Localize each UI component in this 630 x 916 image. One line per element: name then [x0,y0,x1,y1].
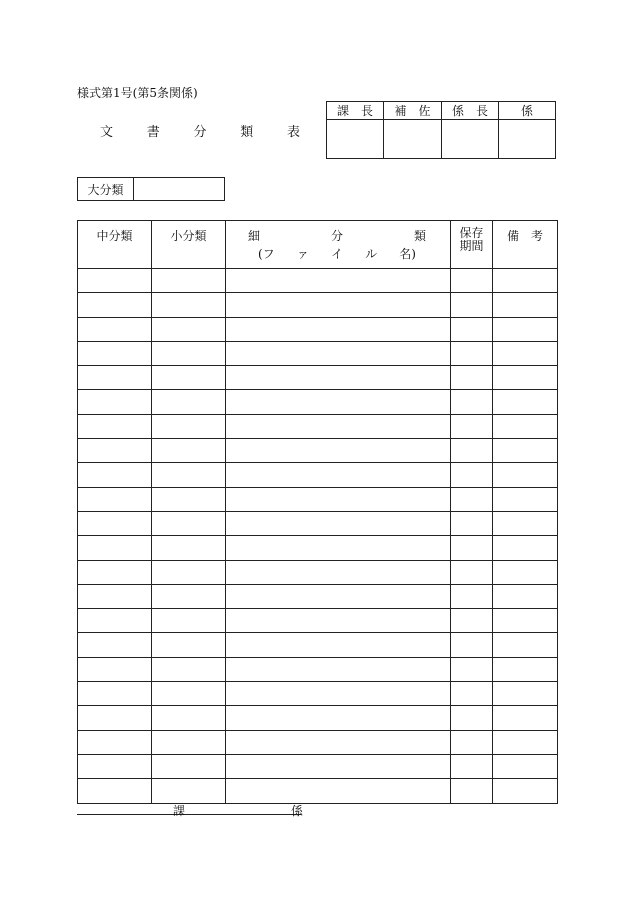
remarks-cell[interactable] [493,366,558,390]
classification-table [77,220,558,804]
remarks-cell[interactable] [493,633,558,657]
detail-category-cell[interactable] [226,414,451,438]
detail-category-cell[interactable] [226,511,451,535]
minor-category-cell[interactable] [152,633,226,657]
detail-category-cell[interactable] [226,609,451,633]
middle-category-cell[interactable] [78,682,152,706]
retention-period-cell[interactable] [451,779,493,803]
table-row [78,317,558,341]
minor-category-cell[interactable] [152,439,226,463]
detail-category-cell[interactable] [226,682,451,706]
table-row [78,463,558,487]
remarks-cell[interactable] [493,560,558,584]
table-row [78,269,558,293]
retention-period-cell[interactable] [451,657,493,681]
detail-category-cell[interactable] [226,657,451,681]
retention-period-cell[interactable] [451,706,493,730]
remarks-cell[interactable] [493,730,558,754]
title-char: 分 [193,125,207,140]
retention-period-cell[interactable] [451,754,493,778]
detail-category-cell[interactable] [226,269,451,293]
retention-period-cell[interactable] [451,317,493,341]
remarks-cell[interactable] [493,706,558,730]
retention-period-cell[interactable] [451,511,493,535]
middle-category-cell[interactable] [78,439,152,463]
header-file-name-char: ァ [296,247,309,261]
header-file-name-char: ル [365,247,378,261]
retention-period-cell[interactable] [451,730,493,754]
retention-period-cell[interactable] [451,414,493,438]
header-detail-char: 分 [330,229,343,243]
detail-category-cell[interactable] [226,536,451,560]
remarks-cell[interactable] [493,779,558,803]
minor-category-cell[interactable] [152,293,226,317]
remarks-cell[interactable] [493,293,558,317]
table-row [78,779,558,803]
retention-period-cell[interactable] [451,293,493,317]
approval-header-staff: 係 [499,102,556,120]
detail-category-cell[interactable] [226,341,451,365]
remarks-cell[interactable] [493,487,558,511]
minor-category-cell[interactable] [152,754,226,778]
approval-stamp-box [326,101,556,159]
retention-period-cell[interactable] [451,366,493,390]
header-retention-line1: 保存 [459,226,484,240]
minor-category-cell[interactable] [152,779,226,803]
middle-category-cell[interactable] [78,317,152,341]
approval-stamp-cell[interactable] [327,120,384,159]
minor-category-cell[interactable] [152,317,226,341]
remarks-cell[interactable] [493,414,558,438]
retention-period-cell[interactable] [451,584,493,608]
remarks-cell[interactable] [493,609,558,633]
header-minor-category: 小分類 [152,221,226,269]
remarks-cell[interactable] [493,439,558,463]
table-row [78,511,558,535]
middle-category-cell[interactable] [78,560,152,584]
header-file-name-char: 名) [399,247,416,261]
middle-category-cell[interactable] [78,341,152,365]
remarks-cell[interactable] [493,390,558,414]
table-row [78,390,558,414]
table-row [78,341,558,365]
retention-period-cell[interactable] [451,560,493,584]
minor-category-cell[interactable] [152,730,226,754]
middle-category-cell[interactable] [78,269,152,293]
detail-category-cell[interactable] [226,754,451,778]
middle-category-cell[interactable] [78,293,152,317]
middle-category-cell[interactable] [78,754,152,778]
minor-category-cell[interactable] [152,706,226,730]
header-remarks: 備 考 [493,221,558,269]
retention-period-cell[interactable] [451,633,493,657]
minor-category-cell[interactable] [152,269,226,293]
footer-section-line [77,802,304,818]
minor-category-cell[interactable] [152,657,226,681]
middle-category-cell[interactable] [78,366,152,390]
table-row [78,487,558,511]
minor-category-cell[interactable] [152,366,226,390]
middle-category-cell[interactable] [78,463,152,487]
approval-header-assistant: 補 佐 [384,102,442,120]
middle-category-cell[interactable] [78,536,152,560]
detail-category-cell[interactable] [226,487,451,511]
middle-category-cell[interactable] [78,779,152,803]
table-row [78,682,558,706]
retention-period-cell[interactable] [451,487,493,511]
major-category-field[interactable] [134,178,225,201]
header-retention-period [451,221,493,269]
approval-stamp-cell[interactable] [384,120,442,159]
approval-header-section-chief: 課 長 [327,102,384,120]
header-detail-category [226,221,451,269]
detail-category-cell[interactable] [226,439,451,463]
minor-category-cell[interactable] [152,341,226,365]
remarks-cell[interactable] [493,269,558,293]
title-char: 表 [286,125,300,140]
document-title [100,121,300,140]
form-number: 様式第1号(第5条関係) [77,86,198,100]
table-row [78,584,558,608]
middle-category-cell[interactable] [78,584,152,608]
retention-period-cell[interactable] [451,269,493,293]
remarks-cell[interactable] [493,317,558,341]
minor-category-cell[interactable] [152,487,226,511]
footer-subsection-label: 係 [291,804,304,818]
retention-period-cell[interactable] [451,463,493,487]
minor-category-cell[interactable] [152,463,226,487]
minor-category-cell[interactable] [152,511,226,535]
header-detail-char: 類 [413,229,426,243]
remarks-cell[interactable] [493,341,558,365]
middle-category-cell[interactable] [78,609,152,633]
table-row [78,706,558,730]
retention-period-cell[interactable] [451,341,493,365]
header-detail-char: 細 [248,229,261,243]
approval-stamp-cell[interactable] [442,120,499,159]
approval-header-subsection-chief: 係 長 [442,102,499,120]
middle-category-cell[interactable] [78,730,152,754]
retention-period-cell[interactable] [451,609,493,633]
table-row [78,633,558,657]
minor-category-cell[interactable] [152,609,226,633]
minor-category-cell[interactable] [152,682,226,706]
title-char: 書 [146,125,160,140]
detail-category-cell[interactable] [226,584,451,608]
table-row [78,560,558,584]
middle-category-cell[interactable] [78,414,152,438]
minor-category-cell[interactable] [152,390,226,414]
remarks-cell[interactable] [493,536,558,560]
remarks-cell[interactable] [493,584,558,608]
retention-period-cell[interactable] [451,390,493,414]
middle-category-cell[interactable] [78,633,152,657]
middle-category-cell[interactable] [78,487,152,511]
header-middle-category: 中分類 [78,221,152,269]
retention-period-cell[interactable] [451,439,493,463]
table-row [78,657,558,681]
detail-category-cell[interactable] [226,463,451,487]
approval-stamp-cell[interactable] [499,120,556,159]
remarks-cell[interactable] [493,657,558,681]
title-char: 類 [240,125,254,140]
detail-category-cell[interactable] [226,293,451,317]
detail-category-cell[interactable] [226,317,451,341]
header-file-name-char: イ [330,247,343,261]
remarks-cell[interactable] [493,463,558,487]
minor-category-cell[interactable] [152,584,226,608]
retention-period-cell[interactable] [451,536,493,560]
table-row [78,730,558,754]
detail-category-cell[interactable] [226,366,451,390]
detail-category-cell[interactable] [226,706,451,730]
detail-category-cell[interactable] [226,390,451,414]
table-row [78,366,558,390]
remarks-cell[interactable] [493,682,558,706]
minor-category-cell[interactable] [152,536,226,560]
header-retention-line2: 期間 [459,239,484,253]
remarks-cell[interactable] [493,754,558,778]
table-row [78,414,558,438]
table-row [78,439,558,463]
middle-category-cell[interactable] [78,706,152,730]
detail-category-cell[interactable] [226,730,451,754]
major-category-box [77,177,225,201]
middle-category-cell[interactable] [78,390,152,414]
table-row [78,536,558,560]
footer-section-label: 課 [173,804,186,818]
detail-category-cell[interactable] [226,779,451,803]
middle-category-cell[interactable] [78,511,152,535]
table-row [78,754,558,778]
minor-category-cell[interactable] [152,414,226,438]
remarks-cell[interactable] [493,511,558,535]
table-row [78,609,558,633]
middle-category-cell[interactable] [78,657,152,681]
major-category-label: 大分類 [78,178,134,201]
retention-period-cell[interactable] [451,682,493,706]
detail-category-cell[interactable] [226,560,451,584]
minor-category-cell[interactable] [152,560,226,584]
title-char: 文 [100,125,114,140]
table-row [78,293,558,317]
detail-category-cell[interactable] [226,633,451,657]
header-file-name-char: (フ [258,247,275,261]
